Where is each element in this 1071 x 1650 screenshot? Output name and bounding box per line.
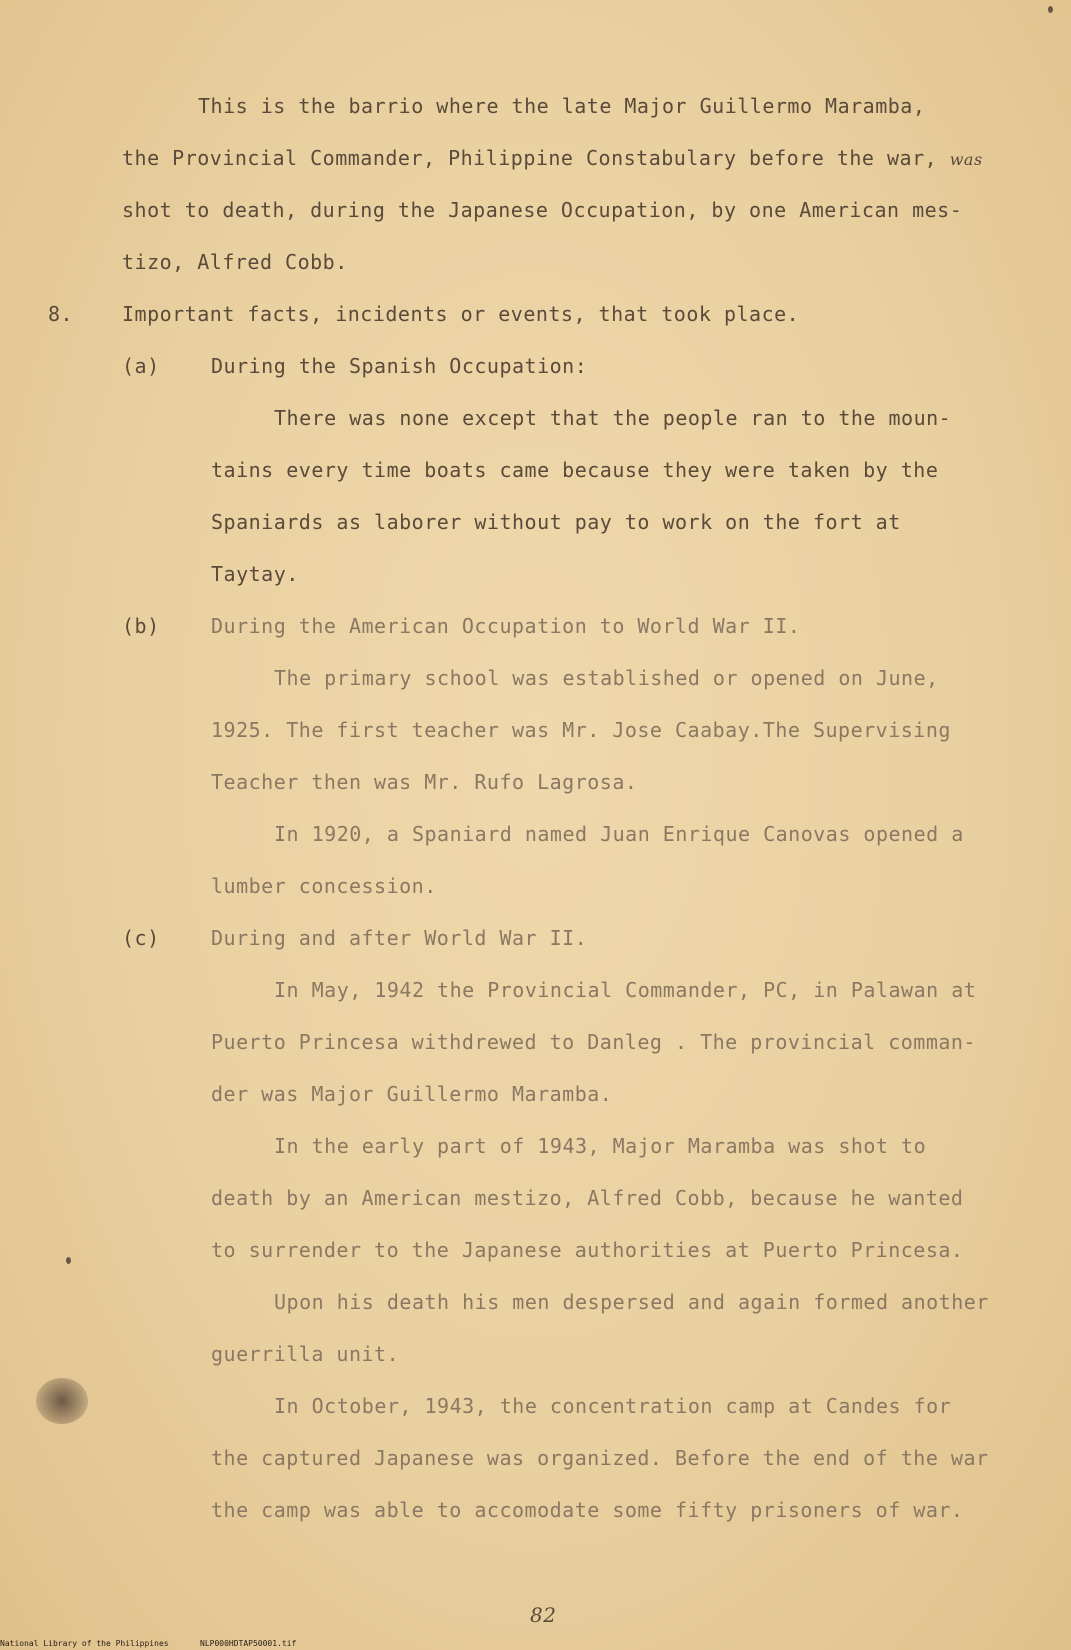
text-line: tains every time boats came because they were taken by the [211,458,939,482]
text-line-content: the Provincial Commander, Philippine Constabulary before the war, [122,146,938,170]
text-line: shot to death, during the Japanese Occupation, by one American mes- [122,198,963,222]
text-line: Teacher then was Mr. Rufo Lagrosa. [211,770,638,794]
text-line: In May, 1942 the Provincial Commander, PC, in Palawan at [274,978,977,1002]
text-line: 1925. The first teacher was Mr. Jose Caabay.The Supervising [211,718,951,742]
archive-footer [0,1637,1071,1650]
text-line: In October, 1943, the concentration camp at Candes for [274,1394,952,1418]
text-line: Spaniards as laborer without pay to work on the fort at [211,510,901,534]
subsection-heading: During the American Occupation to World War II. [211,614,801,638]
text-line: lumber concession. [211,874,437,898]
speck-mark [66,1257,71,1264]
footer-filename: NLP000HDTAP50001.tif [200,1639,297,1648]
text-line: to surrender to the Japanese authorities at Puerto Princesa. [211,1238,964,1262]
section-heading: Important facts, incidents or events, that took place. [122,302,800,326]
subsection-marker: (b) [122,614,160,638]
page-number: 82 [530,1603,557,1627]
text-line: Puerto Princesa withdrewed to Danleg . The provincial comman- [211,1030,977,1054]
text-line: Taytay. [211,562,299,586]
text-line [122,146,983,172]
text-line: Upon his death his men despersed and again formed another [274,1290,989,1314]
text-line: der was Major Guillermo Maramba. [211,1082,613,1106]
text-line: death by an American mestizo, Alfred Cobb, because he wanted [211,1186,964,1210]
speck-mark [1048,6,1053,13]
subsection-heading: During and after World War II. [211,926,588,950]
text-line: In the early part of 1943, Major Maramba was shot to [274,1134,927,1158]
subsection-heading: During the Spanish Occupation: [211,354,588,378]
stain-mark [36,1378,88,1424]
text-line: the captured Japanese was organized. Before the end of the war [211,1446,989,1470]
text-line: guerrilla unit. [211,1342,400,1366]
handwritten-annotation: was [949,150,983,169]
text-line: the camp was able to accomodate some fifty prisoners of war. [211,1498,964,1522]
text-line: The primary school was established or opened on June, [274,666,939,690]
subsection-marker: (c) [122,926,160,950]
text-line: In 1920, a Spaniard named Juan Enrique Canovas opened a [274,822,964,846]
text-line: tizo, Alfred Cobb. [122,250,348,274]
text-line: There was none except that the people ran to the moun- [274,406,952,430]
item-number: 8. [48,302,74,326]
subsection-marker: (a) [122,354,160,378]
footer-library: National Library of the Philippines [0,1639,169,1648]
text-line: This is the barrio where the late Major Guillermo Maramba, [198,94,926,118]
